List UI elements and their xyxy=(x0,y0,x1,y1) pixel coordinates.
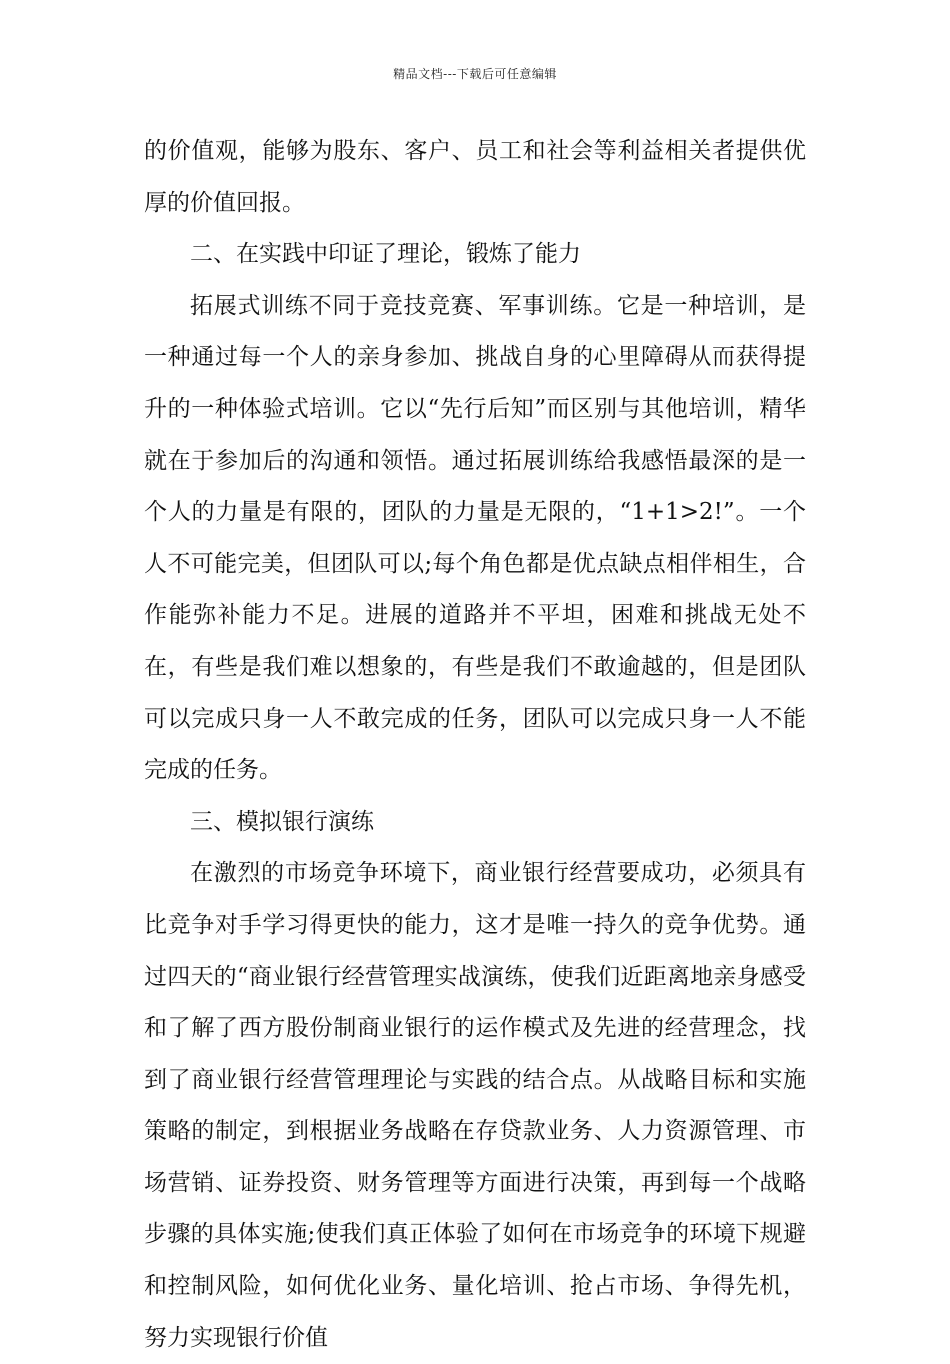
paragraph-bank-simulation: 在激烈的市场竞争环境下，商业银行经营要成功，必须具有比竞争对手学习得更快的能力，这才是唯一持久的竞争优势。通过四天的“商业银行经营管理实战演练，使我们近距离地亲身感受和了解了西方股份制商业银行的运作模式及先进的经营理念，找到了商业银行经营管理理论与实践的结合点。从战略目标和实施策略的制定，到根据业务战略在存贷款业务、人力资源管理、市场营销、证券投资、财务管理等方面进行决策，再到每一个战略步骤的具体实施;使我们真正体验了如何在市场竞争的环境下规避和控制风险，如何优化业务、量化培训、抢占市场、争得先机，努力实现银行价值 xyxy=(144,860,806,1351)
section-heading-3: 三、模拟银行演练 xyxy=(190,808,374,835)
page-header: 精品文档---下载后可任意编辑 xyxy=(393,67,557,81)
paragraph-outdoor-training: 拓展式训练不同于竞技竞赛、军事训练。它是一种培训，是一种通过每一个人的亲身参加、挑战自身的心里障碍从而获得提升的一种体验式培训。它以“先行后知”而区别与其他培训，精华就在于参加后的沟通和领悟。通过拓展训练给我感悟最深的是一个人的力量是有限的，团队的力量是无限的，“1+1>2!”。一个人不可能完美，但团队可以;每个角色都是优点缺点相伴相生，合作能弥补能力不足。进展的道路并不平坦，困难和挑战无处不在，有些是我们难以想象的，有些是我们不敢逾越的，但是团队可以完成只身一人不敢完成的任务，团队可以完成只身一人不能完成的任务。 xyxy=(144,292,806,784)
section-heading-2: 二、在实践中印证了理论，锻炼了能力 xyxy=(190,241,581,268)
document-body xyxy=(144,126,806,1364)
paragraph-continuation: 的价值观，能够为股东、客户、员工和社会等利益相关者提供优厚的价值回报。 xyxy=(144,138,806,216)
